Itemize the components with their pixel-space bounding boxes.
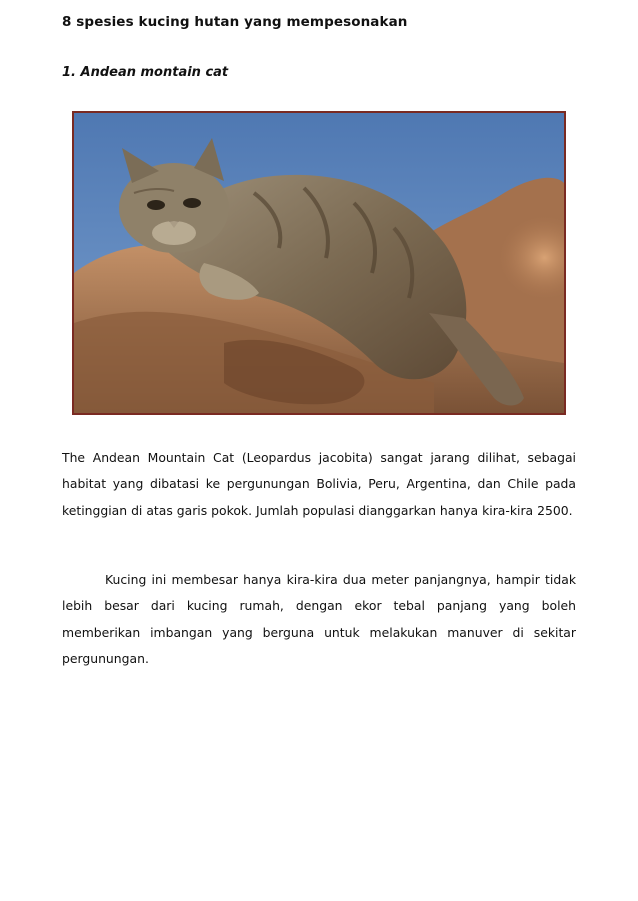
paragraph-1: The Andean Mountain Cat (Leopardus jacobita) sangat jarang dilihat, sebagai habitat yang dibatasi ke pergunungan Bolivia, Peru, Argentina, dan Chile pada ketinggian di atas garis pokok. Jumlah populasi dianggarkan hanya kira-kira 2500. [62,450,576,518]
paragraph-2: Kucing ini membesar hanya kira-kira dua meter panjangnya, hampir tidak lebih besar dari kucing rumah, dengan ekor tebal panjang yang boleh memberikan imbangan yang berguna untuk melakukan manuver di sekitar pergunungan. [62,572,576,666]
section-heading: 1. Andean montain cat [62,65,229,80]
cat-photo [72,111,566,415]
cat-eye-left [147,200,165,210]
cat-eye-right [183,198,201,208]
page-title: 8 spesies kucing hutan yang mempesonakan [62,14,408,30]
cat-photo-illustration [74,113,564,413]
